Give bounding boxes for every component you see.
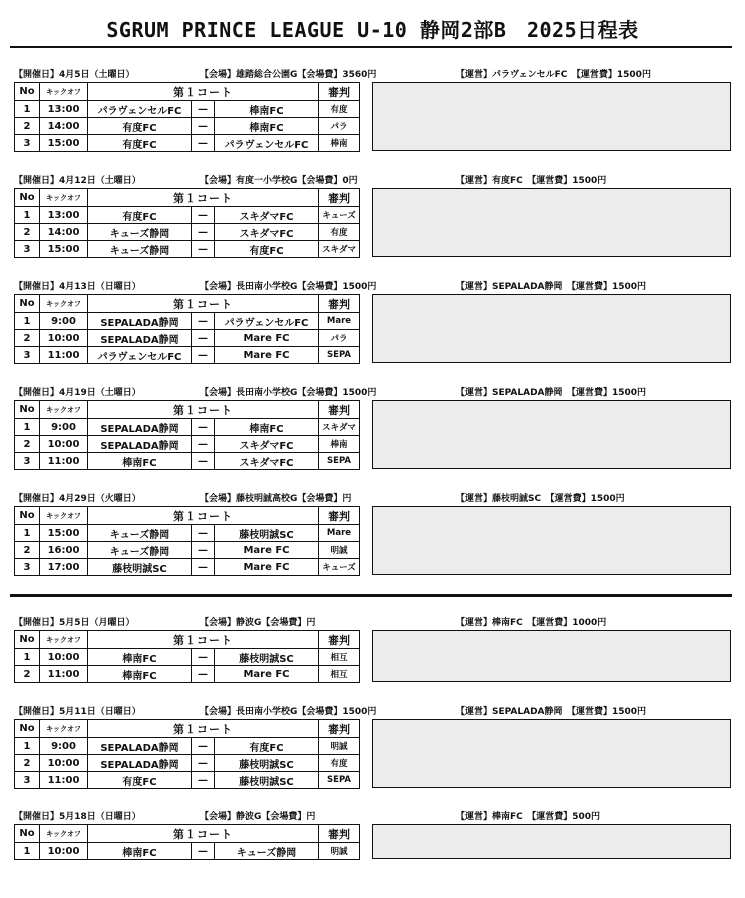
- notes-box: [372, 400, 731, 469]
- match-row: [15, 419, 360, 436]
- versus-dash: —: [192, 224, 215, 241]
- court-header: 第１コート: [88, 295, 319, 313]
- home-team: 有度FC: [88, 207, 192, 224]
- schedule-area: [14, 506, 732, 580]
- versus-dash: —: [192, 118, 215, 135]
- match-row: [15, 241, 360, 258]
- away-team: 藤枝明誠SC: [215, 649, 319, 666]
- kickoff-time: 10:00: [40, 436, 88, 453]
- home-team: キューズ静岡: [88, 241, 192, 258]
- no-header: No: [15, 295, 40, 313]
- match-number: 1: [15, 525, 40, 542]
- match-number: 3: [15, 772, 40, 789]
- venue-fee: 【会場】有度一小学校G【会場費】0円: [200, 176, 358, 186]
- schedule-table: [14, 506, 360, 576]
- home-team: SEPALADA静岡: [88, 419, 192, 436]
- match-date: 【開催日】5月18日（日曜日）: [14, 812, 141, 822]
- referee-team: Mare: [319, 525, 360, 542]
- away-team: Mare FC: [215, 666, 319, 683]
- match-number: 1: [15, 207, 40, 224]
- referee-team: 有度: [319, 101, 360, 118]
- versus-dash: —: [192, 525, 215, 542]
- versus-dash: —: [192, 738, 215, 755]
- referee-team: キューズ: [319, 559, 360, 576]
- operation-fee: 【運営】SEPALADA静岡 【運営費】1500円: [456, 707, 647, 717]
- match-number: 1: [15, 843, 40, 860]
- referee-team: 相互: [319, 666, 360, 683]
- kickoff-time: 11:00: [40, 772, 88, 789]
- away-team: パラヴェンセルFC: [215, 313, 319, 330]
- notes-box: [372, 82, 731, 151]
- month-divider: [10, 594, 732, 597]
- kickoff-header: キックオフ: [40, 295, 88, 313]
- venue-fee: 【会場】静波G【会場費】円: [200, 618, 316, 628]
- home-team: 棒南FC: [88, 453, 192, 470]
- away-team: 藤枝明誠SC: [215, 772, 319, 789]
- referee-team: 棒南: [319, 436, 360, 453]
- referee-team: 有度: [319, 755, 360, 772]
- schedule-area: [14, 294, 732, 368]
- kickoff-header: キックオフ: [40, 631, 88, 649]
- notes-box: [372, 630, 731, 682]
- home-team: キューズ静岡: [88, 542, 192, 559]
- referee-team: キューズ: [319, 207, 360, 224]
- schedule-table: [14, 630, 360, 683]
- match-day-block: [14, 173, 732, 262]
- operation-fee: 【運営】SEPALADA静岡 【運営費】1500円: [456, 388, 647, 398]
- match-number: 2: [15, 755, 40, 772]
- operation-fee: 【運営】SEPALADA静岡 【運営費】1500円: [456, 282, 647, 292]
- referee-team: 明誠: [319, 738, 360, 755]
- away-team: スキダマFC: [215, 436, 319, 453]
- away-team: Mare FC: [215, 559, 319, 576]
- match-row: [15, 207, 360, 224]
- kickoff-time: 10:00: [40, 330, 88, 347]
- venue-fee: 【会場】静波G【会場費】円: [200, 812, 316, 822]
- match-day-block: [14, 279, 732, 368]
- match-number: 3: [15, 241, 40, 258]
- venue-fee: 【会場】藤枝明誠高校G【会場費】円: [200, 494, 352, 504]
- table-header-row: [15, 189, 360, 207]
- away-team: Mare FC: [215, 330, 319, 347]
- match-row: [15, 772, 360, 789]
- referee-header: 審判: [319, 295, 360, 313]
- schedule-table: [14, 719, 360, 789]
- match-date: 【開催日】4月29日（火曜日）: [14, 494, 141, 504]
- no-header: No: [15, 631, 40, 649]
- home-team: パラヴェンセルFC: [88, 347, 192, 364]
- referee-team: 明誠: [319, 843, 360, 860]
- kickoff-time: 15:00: [40, 241, 88, 258]
- versus-dash: —: [192, 347, 215, 364]
- schedule-table: [14, 188, 360, 258]
- home-team: キューズ静岡: [88, 224, 192, 241]
- table-header-row: [15, 631, 360, 649]
- kickoff-header: キックオフ: [40, 189, 88, 207]
- schedule-table: [14, 82, 360, 152]
- away-team: パラヴェンセルFC: [215, 135, 319, 152]
- home-team: キューズ静岡: [88, 525, 192, 542]
- court-header: 第１コート: [88, 507, 319, 525]
- court-header: 第１コート: [88, 189, 319, 207]
- schedule-area: [14, 400, 732, 474]
- kickoff-time: 11:00: [40, 347, 88, 364]
- versus-dash: —: [192, 843, 215, 860]
- schedule-area: [14, 824, 732, 898]
- match-row: [15, 755, 360, 772]
- match-number: 1: [15, 101, 40, 118]
- away-team: 藤枝明誠SC: [215, 755, 319, 772]
- match-row: [15, 525, 360, 542]
- referee-header: 審判: [319, 631, 360, 649]
- operation-fee: 【運営】パラヴェンセルFC 【運営費】1500円: [456, 70, 651, 80]
- match-row: [15, 118, 360, 135]
- away-team: キューズ静岡: [215, 843, 319, 860]
- match-date: 【開催日】4月12日（土曜日）: [14, 176, 141, 186]
- kickoff-time: 15:00: [40, 135, 88, 152]
- kickoff-time: 16:00: [40, 542, 88, 559]
- kickoff-time: 13:00: [40, 207, 88, 224]
- match-day-block: [14, 67, 732, 156]
- no-header: No: [15, 825, 40, 843]
- referee-team: SEPA: [319, 347, 360, 364]
- kickoff-header: キックオフ: [40, 83, 88, 101]
- kickoff-time: 17:00: [40, 559, 88, 576]
- match-date: 【開催日】5月11日（日曜日）: [14, 707, 141, 717]
- operation-fee: 【運営】棒南FC 【運営費】1000円: [456, 618, 607, 628]
- match-date: 【開催日】4月13日（日曜日）: [14, 282, 141, 292]
- home-team: 有度FC: [88, 118, 192, 135]
- table-header-row: [15, 401, 360, 419]
- match-day-info: [14, 67, 732, 79]
- away-team: 棒南FC: [215, 101, 319, 118]
- versus-dash: —: [192, 135, 215, 152]
- operation-fee: 【運営】藤枝明誠SC 【運営費】1500円: [456, 494, 625, 504]
- match-number: 2: [15, 666, 40, 683]
- match-day-block: [14, 615, 732, 704]
- match-row: [15, 542, 360, 559]
- versus-dash: —: [192, 436, 215, 453]
- home-team: SEPALADA静岡: [88, 436, 192, 453]
- court-header: 第１コート: [88, 631, 319, 649]
- match-number: 2: [15, 118, 40, 135]
- home-team: パラヴェンセルFC: [88, 101, 192, 118]
- title-divider: [10, 46, 732, 48]
- match-number: 1: [15, 738, 40, 755]
- away-team: 棒南FC: [215, 118, 319, 135]
- kickoff-time: 9:00: [40, 738, 88, 755]
- match-number: 1: [15, 419, 40, 436]
- match-row: [15, 135, 360, 152]
- match-row: [15, 843, 360, 860]
- kickoff-time: 14:00: [40, 118, 88, 135]
- operation-fee: 【運営】棒南FC 【運営費】500円: [456, 812, 601, 822]
- referee-team: Mare: [319, 313, 360, 330]
- court-header: 第１コート: [88, 825, 319, 843]
- match-row: [15, 330, 360, 347]
- table-header-row: [15, 720, 360, 738]
- referee-header: 審判: [319, 720, 360, 738]
- away-team: Mare FC: [215, 542, 319, 559]
- schedule-table: [14, 294, 360, 364]
- kickoff-header: キックオフ: [40, 825, 88, 843]
- match-row: [15, 224, 360, 241]
- home-team: 有度FC: [88, 135, 192, 152]
- match-day-block: [14, 809, 732, 898]
- versus-dash: —: [192, 649, 215, 666]
- match-date: 【開催日】4月5日（土曜日）: [14, 70, 135, 80]
- referee-team: 明誠: [319, 542, 360, 559]
- no-header: No: [15, 507, 40, 525]
- notes-box: [372, 188, 731, 257]
- no-header: No: [15, 83, 40, 101]
- match-row: [15, 453, 360, 470]
- match-row: [15, 738, 360, 755]
- court-header: 第１コート: [88, 720, 319, 738]
- referee-header: 審判: [319, 825, 360, 843]
- versus-dash: —: [192, 207, 215, 224]
- versus-dash: —: [192, 313, 215, 330]
- notes-box: [372, 824, 731, 859]
- notes-box: [372, 294, 731, 363]
- match-day-info: [14, 491, 732, 503]
- versus-dash: —: [192, 755, 215, 772]
- venue-fee: 【会場】長田南小学校G【会場費】1500円: [200, 282, 377, 292]
- no-header: No: [15, 189, 40, 207]
- court-header: 第１コート: [88, 83, 319, 101]
- versus-dash: —: [192, 330, 215, 347]
- versus-dash: —: [192, 419, 215, 436]
- match-number: 2: [15, 436, 40, 453]
- kickoff-time: 11:00: [40, 453, 88, 470]
- court-header: 第１コート: [88, 401, 319, 419]
- away-team: 藤枝明誠SC: [215, 525, 319, 542]
- notes-box: [372, 719, 731, 788]
- kickoff-header: キックオフ: [40, 720, 88, 738]
- table-header-row: [15, 83, 360, 101]
- match-row: [15, 313, 360, 330]
- venue-fee: 【会場】長田南小学校G【会場費】1500円: [200, 707, 377, 717]
- away-team: Mare FC: [215, 347, 319, 364]
- kickoff-time: 11:00: [40, 666, 88, 683]
- kickoff-time: 9:00: [40, 313, 88, 330]
- away-team: スキダマFC: [215, 224, 319, 241]
- referee-team: パラ: [319, 330, 360, 347]
- versus-dash: —: [192, 453, 215, 470]
- referee-team: 相互: [319, 649, 360, 666]
- home-team: SEPALADA静岡: [88, 313, 192, 330]
- match-day-info: [14, 809, 732, 821]
- referee-team: スキダマ: [319, 419, 360, 436]
- match-number: 3: [15, 453, 40, 470]
- match-number: 3: [15, 559, 40, 576]
- match-day-info: [14, 279, 732, 291]
- referee-team: パラ: [319, 118, 360, 135]
- table-header-row: [15, 507, 360, 525]
- no-header: No: [15, 720, 40, 738]
- versus-dash: —: [192, 559, 215, 576]
- table-header-row: [15, 825, 360, 843]
- match-number: 3: [15, 347, 40, 364]
- match-day-block: [14, 385, 732, 474]
- match-day-block: [14, 704, 732, 793]
- home-team: SEPALADA静岡: [88, 755, 192, 772]
- notes-box: [372, 506, 731, 575]
- schedule-area: [14, 630, 732, 704]
- match-row: [15, 649, 360, 666]
- schedule-area: [14, 82, 732, 156]
- schedule-table: [14, 824, 360, 860]
- kickoff-time: 15:00: [40, 525, 88, 542]
- versus-dash: —: [192, 101, 215, 118]
- match-row: [15, 347, 360, 364]
- kickoff-time: 10:00: [40, 843, 88, 860]
- away-team: スキダマFC: [215, 453, 319, 470]
- kickoff-time: 13:00: [40, 101, 88, 118]
- kickoff-time: 10:00: [40, 755, 88, 772]
- versus-dash: —: [192, 542, 215, 559]
- away-team: 有度FC: [215, 241, 319, 258]
- venue-fee: 【会場】長田南小学校G【会場費】1500円: [200, 388, 377, 398]
- home-team: SEPALADA静岡: [88, 738, 192, 755]
- referee-team: スキダマ: [319, 241, 360, 258]
- operation-fee: 【運営】有度FC 【運営費】1500円: [456, 176, 607, 186]
- schedule-table: [14, 400, 360, 470]
- match-number: 2: [15, 542, 40, 559]
- match-day-info: [14, 385, 732, 397]
- match-day-info: [14, 615, 732, 627]
- versus-dash: —: [192, 666, 215, 683]
- match-number: 2: [15, 224, 40, 241]
- referee-header: 審判: [319, 507, 360, 525]
- kickoff-time: 10:00: [40, 649, 88, 666]
- page-title: SGRUM PRINCE LEAGUE U-10 静岡2部B 2025日程表: [106, 18, 639, 42]
- referee-header: 審判: [319, 401, 360, 419]
- match-row: [15, 101, 360, 118]
- referee-team: SEPA: [319, 772, 360, 789]
- referee-header: 審判: [319, 189, 360, 207]
- schedule-area: [14, 719, 732, 793]
- home-team: 棒南FC: [88, 843, 192, 860]
- kickoff-time: 14:00: [40, 224, 88, 241]
- kickoff-header: キックオフ: [40, 401, 88, 419]
- match-number: 2: [15, 330, 40, 347]
- away-team: 棒南FC: [215, 419, 319, 436]
- kickoff-header: キックオフ: [40, 507, 88, 525]
- match-row: [15, 559, 360, 576]
- match-date: 【開催日】5月5日（月曜日）: [14, 618, 135, 628]
- match-number: 1: [15, 649, 40, 666]
- versus-dash: —: [192, 772, 215, 789]
- match-day-block: [14, 491, 732, 580]
- referee-header: 審判: [319, 83, 360, 101]
- away-team: 有度FC: [215, 738, 319, 755]
- match-row: [15, 666, 360, 683]
- referee-team: 棒南: [319, 135, 360, 152]
- versus-dash: —: [192, 241, 215, 258]
- home-team: 棒南FC: [88, 649, 192, 666]
- kickoff-time: 9:00: [40, 419, 88, 436]
- no-header: No: [15, 401, 40, 419]
- match-number: 3: [15, 135, 40, 152]
- home-team: SEPALADA静岡: [88, 330, 192, 347]
- referee-team: SEPA: [319, 453, 360, 470]
- match-day-info: [14, 704, 732, 716]
- venue-fee: 【会場】雄踏総合公園G【会場費】3560円: [200, 70, 377, 80]
- home-team: 有度FC: [88, 772, 192, 789]
- match-date: 【開催日】4月19日（土曜日）: [14, 388, 141, 398]
- home-team: 藤枝明誠SC: [88, 559, 192, 576]
- match-number: 1: [15, 313, 40, 330]
- referee-team: 有度: [319, 224, 360, 241]
- schedule-area: [14, 188, 732, 262]
- home-team: 棒南FC: [88, 666, 192, 683]
- away-team: スキダマFC: [215, 207, 319, 224]
- match-row: [15, 436, 360, 453]
- match-day-info: [14, 173, 732, 185]
- table-header-row: [15, 295, 360, 313]
